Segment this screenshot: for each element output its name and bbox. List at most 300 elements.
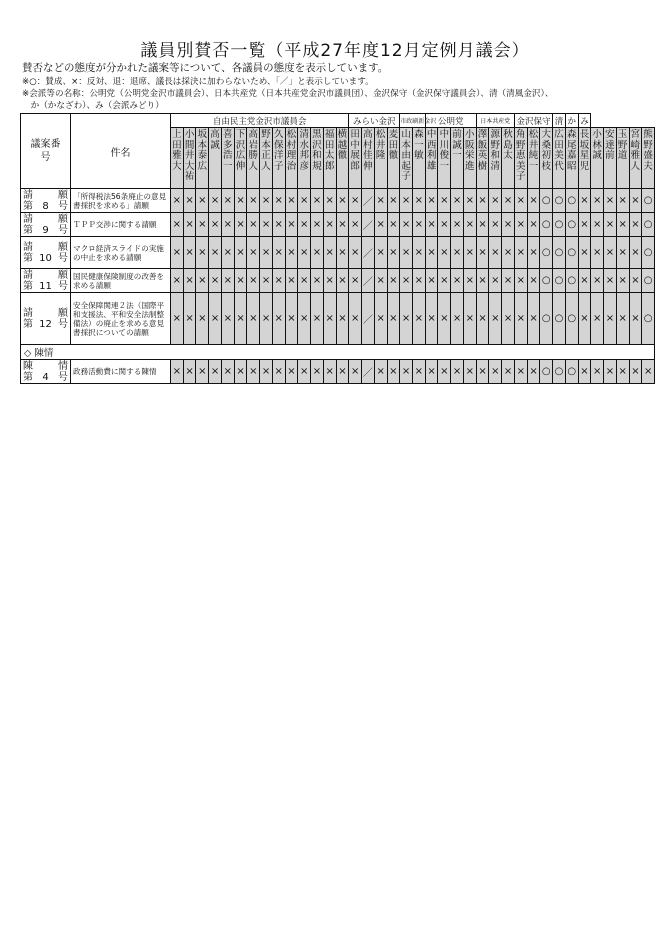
vote-cell: × <box>578 213 591 237</box>
section-label: ◇ 陳情 <box>21 345 655 360</box>
member-name: 秋島太 <box>503 129 513 161</box>
vote-cell: × <box>247 213 260 237</box>
vote-cell: × <box>349 213 362 237</box>
item-number-value: 4 <box>42 371 49 383</box>
vote-cell: × <box>196 213 209 237</box>
vote-cell: × <box>196 360 209 384</box>
vote-cell: ○ <box>553 293 566 345</box>
member-name-header <box>311 128 324 189</box>
vote-cell: × <box>578 269 591 293</box>
member-name-header <box>629 128 642 189</box>
item-number-prefix: 請 <box>23 307 33 319</box>
vote-cell: × <box>514 293 527 345</box>
faction-note-cont: か（かなざわ）、み（会派みどり） <box>22 101 164 111</box>
faction-header: 自由民主党金沢市議員会 <box>171 114 349 128</box>
header-subject: 件名 <box>71 114 171 189</box>
vote-cell: ／ <box>362 360 375 384</box>
vote-cell: × <box>260 360 273 384</box>
vote-cell: × <box>629 189 642 213</box>
vote-cell: × <box>629 269 642 293</box>
vote-cell: ○ <box>642 213 655 237</box>
vote-cell: × <box>604 213 617 237</box>
member-name-header <box>425 128 438 189</box>
vote-cell: × <box>247 237 260 269</box>
item-subject: 国民健康保険制度の改善を求める請願 <box>71 269 171 293</box>
member-name-header <box>272 128 285 189</box>
vote-cell: × <box>260 237 273 269</box>
vote-cell: × <box>171 213 184 237</box>
vote-cell: ○ <box>642 189 655 213</box>
item-number-type: 願 <box>58 269 68 281</box>
item-number-value: 8 <box>42 200 49 212</box>
faction-header: か <box>565 114 578 128</box>
member-name-header <box>553 128 566 189</box>
member-name: 森尾嘉昭 <box>566 129 577 172</box>
item-number-suffix: 号 <box>58 371 68 383</box>
faction-header: み <box>578 114 591 128</box>
member-name-header <box>285 128 298 189</box>
vote-cell: × <box>502 213 515 237</box>
member-name: 大桑初枝 <box>541 129 551 172</box>
vote-cell: × <box>374 189 387 213</box>
vote-cell: × <box>272 293 285 345</box>
item-number-prefix: 請 <box>23 241 33 253</box>
vote-cell: ○ <box>540 189 553 213</box>
vote-cell: × <box>209 213 222 237</box>
vote-cell: × <box>349 360 362 384</box>
vote-cell: × <box>476 269 489 293</box>
member-name-header <box>323 128 336 189</box>
vote-cell: × <box>425 213 438 237</box>
member-name-header <box>234 128 247 189</box>
item-number-type: 願 <box>58 307 68 319</box>
vote-cell: × <box>451 269 464 293</box>
vote-cell: × <box>323 237 336 269</box>
vote-cell: × <box>425 237 438 269</box>
vote-cell: × <box>171 293 184 345</box>
vote-cell: ○ <box>642 269 655 293</box>
member-name-header <box>374 128 387 189</box>
vote-cell: × <box>514 189 527 213</box>
member-name-header <box>400 128 413 189</box>
vote-cell: × <box>489 213 502 237</box>
vote-cell: × <box>260 213 273 237</box>
vote-cell: × <box>221 213 234 237</box>
vote-cell: × <box>374 269 387 293</box>
member-name: 小阪栄進 <box>465 129 475 172</box>
vote-cell: × <box>323 269 336 293</box>
member-name: 小林誠 <box>592 129 602 161</box>
faction-header: 公明党 <box>425 114 476 128</box>
vote-cell: ○ <box>565 293 578 345</box>
item-subject: 「所得税法56条廃止の意見書採択を求める」請願 <box>71 189 171 213</box>
member-name-header <box>183 128 196 189</box>
item-number-label: 第 <box>23 280 33 292</box>
vote-cell: × <box>629 237 642 269</box>
vote-cell: × <box>438 269 451 293</box>
member-name: 小間井大祐 <box>184 129 195 182</box>
member-name: 高岩勝人 <box>248 129 259 172</box>
member-name: 長坂星児 <box>579 129 590 172</box>
vote-cell: × <box>463 237 476 269</box>
vote-cell: ○ <box>553 269 566 293</box>
vote-cell: × <box>272 189 285 213</box>
vote-cell: ○ <box>565 269 578 293</box>
vote-cell: × <box>387 189 400 213</box>
vote-cell: × <box>412 360 425 384</box>
vote-cell: ○ <box>540 293 553 345</box>
vote-cell: × <box>527 189 540 213</box>
member-name: 熊野盛夫 <box>643 129 653 172</box>
vote-cell: × <box>311 237 324 269</box>
vote-cell: × <box>247 189 260 213</box>
vote-cell: × <box>591 360 604 384</box>
vote-cell: × <box>451 213 464 237</box>
vote-table <box>20 113 655 384</box>
vote-cell: × <box>349 293 362 345</box>
vote-cell: ○ <box>565 360 578 384</box>
vote-cell: × <box>260 293 273 345</box>
vote-cell: × <box>616 189 629 213</box>
vote-cell: × <box>616 269 629 293</box>
page-description: 賛否などの態度が分かれた議案等について、各議員の態度を表示しています。 <box>22 62 389 74</box>
faction-header: 日本共産党 <box>476 114 514 128</box>
member-name: 角野恵美子 <box>516 129 526 182</box>
vote-cell: × <box>336 293 349 345</box>
member-name-header <box>260 128 273 189</box>
vote-cell: × <box>604 360 617 384</box>
vote-cell: × <box>489 360 502 384</box>
vote-cell: × <box>247 360 260 384</box>
vote-cell: × <box>183 360 196 384</box>
vote-cell: × <box>336 189 349 213</box>
member-name-header <box>604 128 617 189</box>
member-name: 下沢広伸 <box>235 129 246 172</box>
vote-cell: × <box>400 269 413 293</box>
vote-row <box>21 213 655 237</box>
vote-cell: × <box>323 189 336 213</box>
vote-cell: × <box>311 189 324 213</box>
member-name: 松村理治 <box>286 129 297 172</box>
vote-cell: × <box>171 237 184 269</box>
vote-cell: × <box>438 237 451 269</box>
header-number: 議案番号 <box>21 114 71 189</box>
vote-cell: × <box>374 213 387 237</box>
vote-cell: × <box>438 293 451 345</box>
member-name-header <box>527 128 540 189</box>
member-name-header <box>642 128 655 189</box>
member-name-header <box>362 128 375 189</box>
vote-cell: ○ <box>565 189 578 213</box>
item-number-prefix: 請 <box>23 189 33 201</box>
item-number-value: 11 <box>39 280 52 292</box>
item-subject: マクロ経済スライドの実施の中止を求める請願 <box>71 237 171 269</box>
vote-cell: × <box>412 189 425 213</box>
member-name-header <box>578 128 591 189</box>
vote-cell: × <box>425 293 438 345</box>
member-name: 澤飯英樹 <box>477 129 488 172</box>
vote-cell: × <box>412 293 425 345</box>
vote-cell: × <box>323 293 336 345</box>
member-name-header <box>412 128 425 189</box>
vote-cell: ○ <box>540 237 553 269</box>
vote-row <box>21 360 655 384</box>
vote-cell: × <box>502 189 515 213</box>
vote-cell: ○ <box>642 293 655 345</box>
vote-cell: ／ <box>362 237 375 269</box>
vote-cell: × <box>221 237 234 269</box>
vote-cell: × <box>476 293 489 345</box>
member-name-header <box>336 128 349 189</box>
vote-cell: × <box>196 293 209 345</box>
vote-cell: ○ <box>540 360 553 384</box>
item-number <box>21 360 71 384</box>
item-number-label: 第 <box>23 252 33 264</box>
vote-cell: × <box>374 360 387 384</box>
member-name: 坂本泰広 <box>197 129 208 172</box>
vote-cell: × <box>591 269 604 293</box>
member-name-header <box>451 128 464 189</box>
member-name-header <box>565 128 578 189</box>
vote-cell: × <box>336 269 349 293</box>
vote-cell: × <box>234 237 247 269</box>
vote-cell: × <box>336 237 349 269</box>
vote-cell: × <box>221 360 234 384</box>
vote-cell: × <box>527 237 540 269</box>
member-name: 横越徹 <box>337 129 348 161</box>
member-name: 玉野道 <box>617 129 628 161</box>
vote-cell: × <box>591 293 604 345</box>
faction-header: 清 <box>553 114 566 128</box>
vote-cell: × <box>209 269 222 293</box>
vote-cell: × <box>591 189 604 213</box>
vote-cell: × <box>451 189 464 213</box>
vote-cell: × <box>336 360 349 384</box>
vote-cell: × <box>323 213 336 237</box>
vote-cell: × <box>234 360 247 384</box>
member-name-header <box>591 128 604 189</box>
vote-cell: × <box>514 213 527 237</box>
vote-row <box>21 237 655 269</box>
item-number-prefix: 請 <box>23 213 33 225</box>
vote-cell: × <box>171 360 184 384</box>
member-name-header <box>387 128 400 189</box>
vote-cell: × <box>196 237 209 269</box>
member-name: 田中展郎 <box>350 129 360 172</box>
vote-cell: × <box>400 213 413 237</box>
vote-cell: × <box>578 293 591 345</box>
member-name-header <box>349 128 362 189</box>
member-name: 久保洋子 <box>273 129 284 172</box>
vote-cell: × <box>311 293 324 345</box>
member-name: 喜多浩一 <box>223 129 233 172</box>
member-name: 源野和清 <box>490 129 501 172</box>
item-number <box>21 293 71 345</box>
member-name-header <box>438 128 451 189</box>
vote-cell: × <box>616 213 629 237</box>
vote-cell: × <box>400 237 413 269</box>
item-number-suffix: 号 <box>58 200 68 212</box>
item-number-value: 9 <box>42 224 49 236</box>
vote-cell: ／ <box>362 269 375 293</box>
item-subject: 政務活動費に関する陳情 <box>71 360 171 384</box>
vote-cell: × <box>247 269 260 293</box>
vote-cell: × <box>489 269 502 293</box>
item-number-type: 願 <box>58 241 68 253</box>
member-name: 清水邦彦 <box>299 129 309 172</box>
item-number-value: 10 <box>39 252 52 264</box>
vote-cell: × <box>616 360 629 384</box>
member-name: 福田太郎 <box>324 129 335 172</box>
vote-cell: × <box>527 293 540 345</box>
member-name-header <box>209 128 222 189</box>
vote-cell: ○ <box>642 237 655 269</box>
item-number-value: 12 <box>39 318 52 330</box>
vote-row <box>21 269 655 293</box>
member-name-header <box>476 128 489 189</box>
vote-cell: × <box>400 360 413 384</box>
faction-header: 金沢保守 <box>514 114 552 128</box>
vote-cell: × <box>578 360 591 384</box>
vote-cell: × <box>616 237 629 269</box>
member-name-header <box>221 128 234 189</box>
vote-cell: × <box>285 293 298 345</box>
member-name-header <box>298 128 311 189</box>
legend-note: ※○：賛成、×：反対、退：退席、議長は採決に加わらないため、「／」と表示しています。 <box>22 77 374 87</box>
vote-cell: × <box>451 360 464 384</box>
vote-cell: × <box>298 237 311 269</box>
vote-cell: ／ <box>362 293 375 345</box>
item-number-type: 願 <box>58 213 68 225</box>
vote-cell: × <box>234 189 247 213</box>
vote-cell: × <box>298 293 311 345</box>
member-name: 中川俊一 <box>439 129 450 172</box>
item-number <box>21 189 71 213</box>
item-subject: ＴＰＰ交渉に関する請願 <box>71 213 171 237</box>
vote-cell: × <box>463 213 476 237</box>
vote-cell: × <box>591 213 604 237</box>
vote-cell: × <box>349 237 362 269</box>
vote-cell: × <box>323 360 336 384</box>
vote-cell: ／ <box>362 189 375 213</box>
vote-cell: × <box>502 237 515 269</box>
vote-cell: × <box>387 360 400 384</box>
vote-cell: × <box>349 269 362 293</box>
member-name: 広田美代 <box>554 129 564 172</box>
item-number-suffix: 号 <box>58 224 68 236</box>
member-name: 高村佳伸 <box>363 129 373 172</box>
vote-cell: × <box>412 213 425 237</box>
vote-cell: × <box>374 293 387 345</box>
vote-cell: × <box>463 269 476 293</box>
item-number-label: 第 <box>23 318 33 330</box>
vote-cell: × <box>183 269 196 293</box>
vote-cell: × <box>272 269 285 293</box>
vote-cell: × <box>629 213 642 237</box>
vote-cell: ○ <box>540 269 553 293</box>
vote-cell: × <box>514 237 527 269</box>
member-name-header <box>514 128 527 189</box>
vote-cell: × <box>387 237 400 269</box>
vote-cell: ○ <box>553 360 566 384</box>
vote-cell: × <box>604 293 617 345</box>
vote-cell: × <box>209 293 222 345</box>
member-name-header <box>489 128 502 189</box>
vote-cell: × <box>221 269 234 293</box>
member-name: 前誠一 <box>452 129 462 161</box>
vote-cell: × <box>463 189 476 213</box>
vote-cell: × <box>629 293 642 345</box>
vote-cell: ○ <box>540 213 553 237</box>
vote-cell: ○ <box>553 237 566 269</box>
item-number-label: 第 <box>23 200 33 212</box>
vote-cell: × <box>527 269 540 293</box>
vote-cell: × <box>349 189 362 213</box>
vote-cell: × <box>298 269 311 293</box>
vote-cell: × <box>196 189 209 213</box>
vote-cell: × <box>514 269 527 293</box>
vote-cell: × <box>183 237 196 269</box>
member-name: 安達前 <box>605 129 615 161</box>
vote-cell: ○ <box>565 237 578 269</box>
vote-cell: × <box>298 189 311 213</box>
vote-cell: × <box>234 269 247 293</box>
vote-cell: × <box>171 189 184 213</box>
vote-cell: × <box>527 360 540 384</box>
member-name-header <box>616 128 629 189</box>
vote-cell: × <box>260 269 273 293</box>
vote-cell: × <box>400 189 413 213</box>
vote-cell: × <box>463 360 476 384</box>
vote-cell: × <box>311 360 324 384</box>
vote-cell: × <box>285 237 298 269</box>
item-number <box>21 237 71 269</box>
vote-cell: × <box>285 269 298 293</box>
vote-cell: × <box>374 237 387 269</box>
vote-cell: × <box>285 189 298 213</box>
member-name: 上田雅大 <box>172 129 182 172</box>
item-number <box>21 213 71 237</box>
vote-cell: × <box>451 293 464 345</box>
vote-cell: × <box>489 237 502 269</box>
vote-cell: × <box>578 189 591 213</box>
vote-cell: × <box>234 213 247 237</box>
member-name-header <box>502 128 515 189</box>
vote-cell: × <box>604 189 617 213</box>
vote-cell: × <box>438 360 451 384</box>
item-number-type: 願 <box>58 189 68 201</box>
vote-cell: × <box>476 213 489 237</box>
vote-cell: × <box>591 237 604 269</box>
vote-cell: × <box>476 189 489 213</box>
vote-cell: × <box>425 360 438 384</box>
member-name: 麦田徹 <box>388 129 399 161</box>
vote-row <box>21 293 655 345</box>
vote-cell: × <box>476 360 489 384</box>
faction-note: ※会派等の名称：公明党（公明党金沢市議員会）、日本共産党（日本共産党金沢市議員団）、金沢保守（金沢保守議員会）、清（清風金沢）、 <box>22 89 554 99</box>
page-title: 議員別賛否一覧（平成27年度12月定例月議会） <box>140 41 530 61</box>
vote-cell: × <box>616 293 629 345</box>
vote-cell: × <box>387 213 400 237</box>
vote-cell: × <box>260 189 273 213</box>
vote-cell: × <box>412 269 425 293</box>
vote-row <box>21 189 655 213</box>
vote-cell: × <box>451 237 464 269</box>
vote-cell: × <box>221 189 234 213</box>
member-name-header <box>247 128 260 189</box>
vote-cell: × <box>171 269 184 293</box>
item-number-prefix: 請 <box>23 269 33 281</box>
